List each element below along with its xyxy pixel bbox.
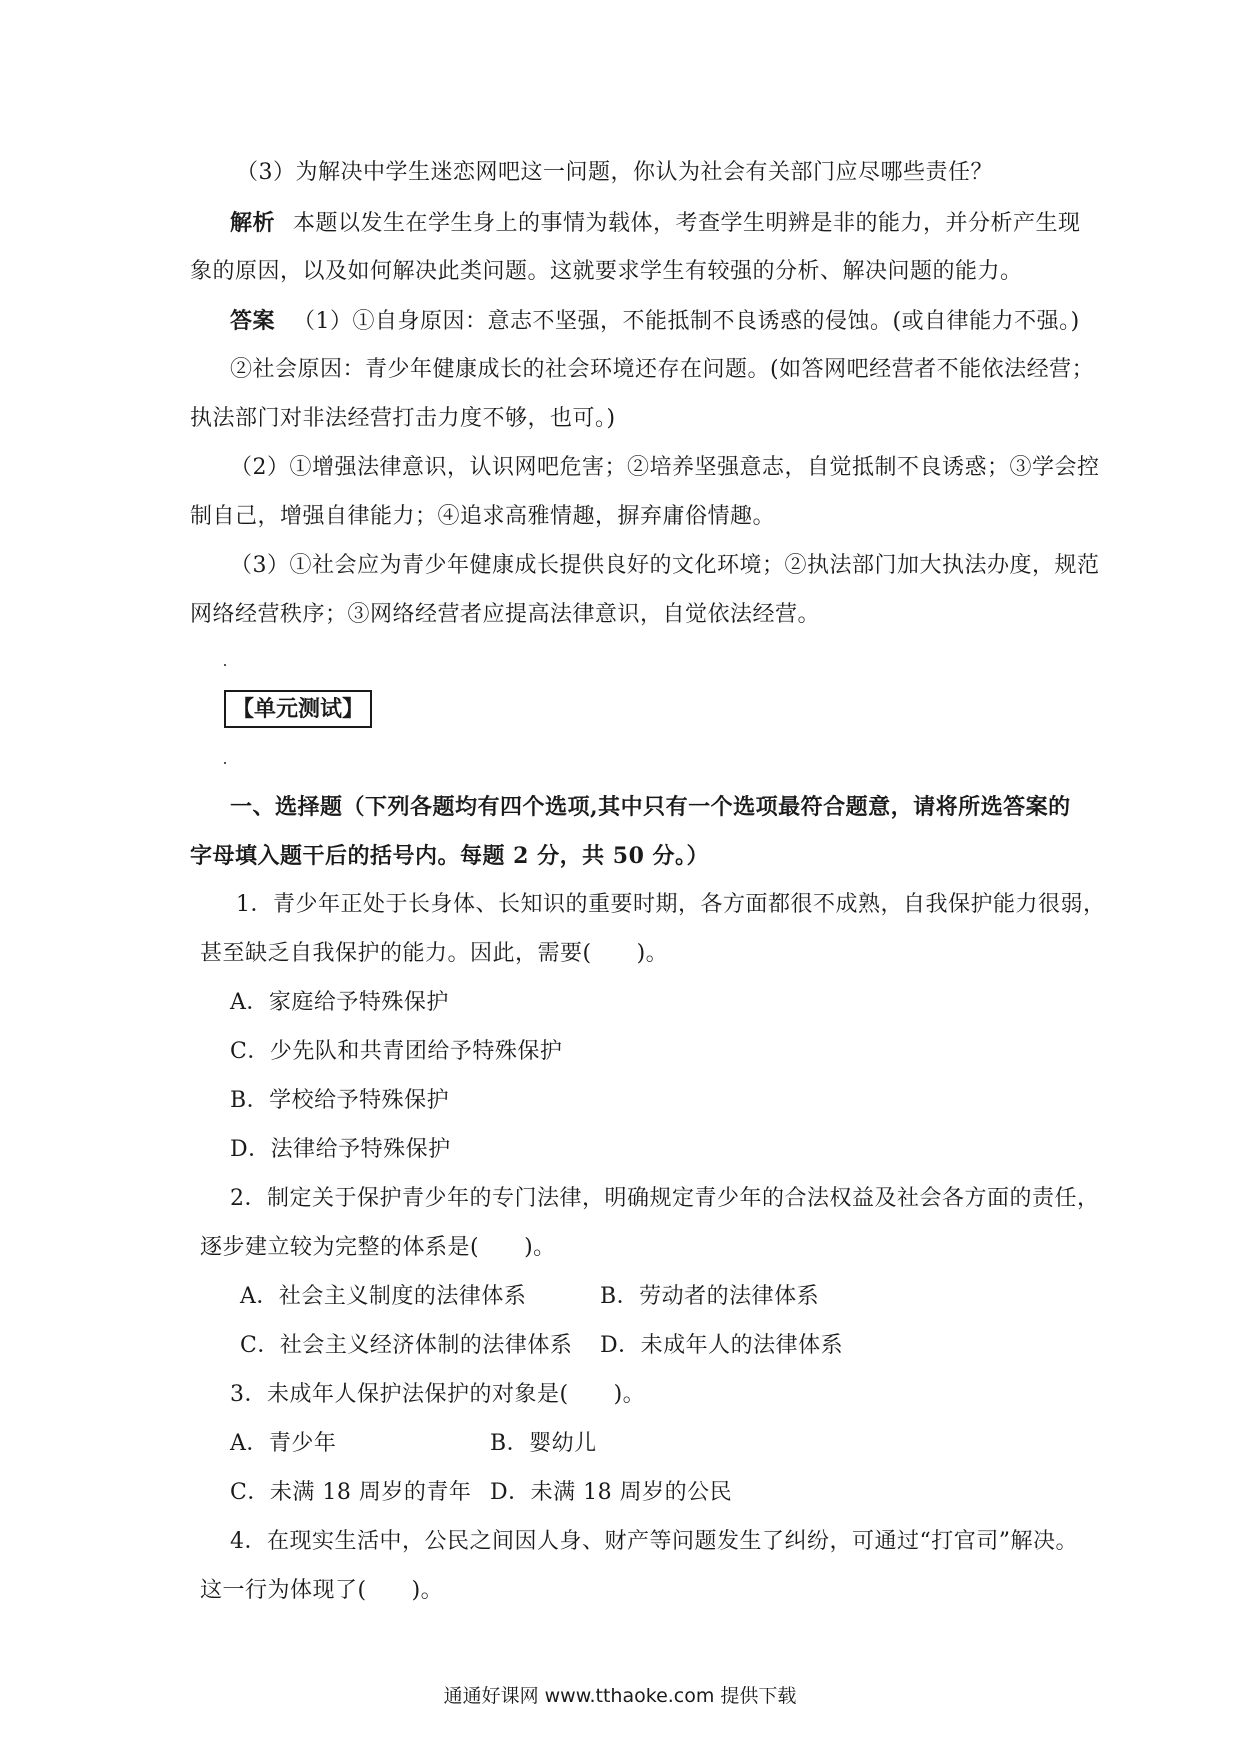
question-2-line-1: 2．制定关于保护青少年的专门法律，明确规定青少年的合法权益及社会各方面的责任， xyxy=(230,1186,1100,1211)
scan-speck xyxy=(224,762,226,764)
answer-line-3b: 网络经营秩序；③网络经营者应提高法律意识，自觉依法经营。 xyxy=(190,602,821,627)
section-1-heading-line-2: 字母填入题干后的括号内。每题 2 分，共 50 分。） xyxy=(190,843,710,869)
answer-line-2b: 制自己，增强自律能力；④追求高雅情趣，摒弃庸俗情趣。 xyxy=(190,504,776,529)
answer-line-1b: ②社会原因：青少年健康成长的社会环境还存在问题。(如答网吧经营者不能依法经营； xyxy=(230,357,1095,382)
answer-line-1a xyxy=(230,306,1080,337)
question-3-option-d: D．未满 18 周岁的公民 xyxy=(490,1480,733,1505)
answer-line-3a: （3）①社会应为青少年健康成长提供良好的文化环境；②执法部门加大执法办度，规范 xyxy=(230,553,1100,578)
question-2-option-a: A．社会主义制度的法律体系 xyxy=(240,1284,527,1309)
question-4-line-2: 这一行为体现了( )。 xyxy=(200,1578,444,1603)
question-3-line-1: 3．未成年人保护法保护的对象是( )。 xyxy=(230,1382,646,1407)
question-1-option-b: B．学校给予特殊保护 xyxy=(230,1088,450,1113)
question-3-option-b: B．婴幼儿 xyxy=(490,1431,597,1456)
page-footer: 通通好课网 www.tthaoke.com 提供下载 xyxy=(443,1685,797,1707)
answer-text-1a: （1）①自身原因：意志不坚强，不能抵制不良诱惑的侵蚀。(或自律能力不强。) xyxy=(293,309,1080,334)
answer-line-2a: （2）①增强法律意识，认识网吧危害；②培养坚强意志，自觉抵制不良诱惑；③学会控 xyxy=(230,455,1100,480)
jiexi-text-1: 本题以发生在学生身上的事情为载体，考查学生明辨是非的能力，并分析产生现 xyxy=(293,211,1081,236)
analysis-question-3: （3）为解决中学生迷恋网吧这一问题，你认为社会有关部门应尽哪些责任？ xyxy=(236,160,993,185)
jiexi-label: 解析 xyxy=(230,210,276,236)
question-1-line-1: 1．青少年正处于长身体、长知识的重要时期，各方面都很不成熟，自我保护能力很弱， xyxy=(236,892,1106,917)
section-1-heading-line-1: 一、选择题（下列各题均有四个选项,其中只有一个选项最符合题意，请将所选答案的 xyxy=(230,794,1071,820)
question-3-option-a: A．青少年 xyxy=(230,1431,337,1456)
question-1-option-d: D．法律给予特殊保护 xyxy=(230,1137,451,1162)
question-1-option-a: A．家庭给予特殊保护 xyxy=(230,990,449,1015)
answer-line-1c: 执法部门对非法经营打击力度不够，也可。) xyxy=(190,406,616,431)
question-2-line-2: 逐步建立较为完整的体系是( )。 xyxy=(200,1235,556,1260)
question-1-option-c: C．少先队和共青团给予特殊保护 xyxy=(230,1039,563,1064)
answer-label: 答案 xyxy=(230,308,276,334)
analysis-jiexi-line-1 xyxy=(230,208,1081,239)
question-1-line-2: 甚至缺乏自我保护的能力。因此，需要( )。 xyxy=(200,941,669,966)
question-2-option-c: C．社会主义经济体制的法律体系 xyxy=(240,1333,573,1358)
question-2-option-d: D．未成年人的法律体系 xyxy=(600,1333,844,1358)
question-4-line-1: 4．在现实生活中，公民之间因人身、财产等问题发生了纠纷，可通过“打官司”解决。 xyxy=(230,1529,1078,1554)
question-2-option-b: B．劳动者的法律体系 xyxy=(600,1284,820,1309)
unit-test-heading: 【单元测试】 xyxy=(224,690,372,728)
analysis-jiexi-line-2: 象的原因，以及如何解决此类问题。这就要求学生有较强的分析、解决问题的能力。 xyxy=(190,259,1023,284)
question-3-option-c: C．未满 18 周岁的青年 xyxy=(230,1480,472,1505)
scan-speck xyxy=(224,664,226,666)
